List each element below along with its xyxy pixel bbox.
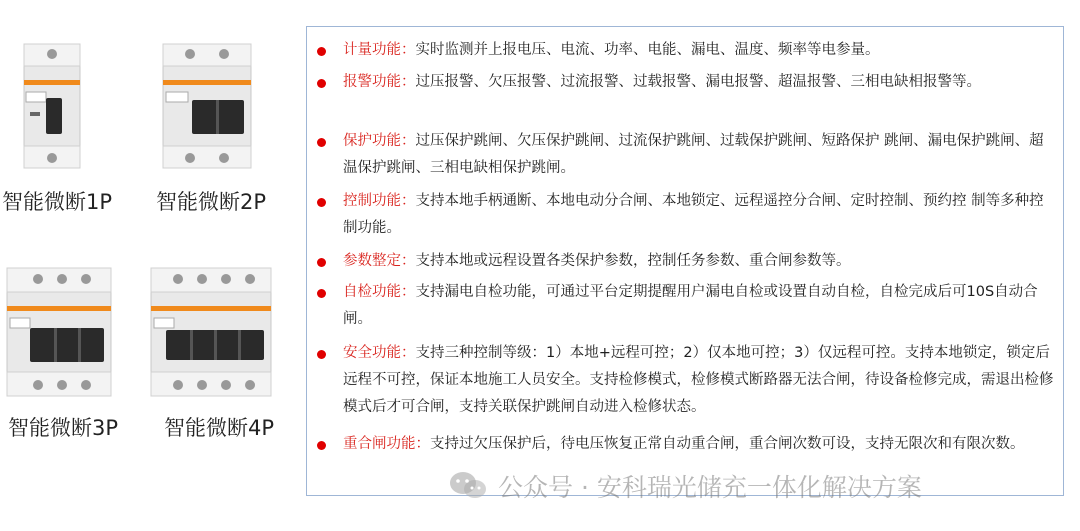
feature-name: 自检功能： — [343, 284, 416, 300]
feature-item-selftest — [343, 279, 1055, 333]
bullet-icon — [317, 289, 326, 298]
feature-name: 重合闸功能： — [343, 436, 430, 452]
product-caption-3p: 智能微断3P — [8, 416, 119, 440]
product-caption-4p: 智能微断4P — [164, 416, 275, 440]
bullet-icon — [317, 47, 326, 56]
feature-item-alarm — [343, 69, 1055, 96]
feature-text: 过压保护跳闸、欠压保护跳闸、过流保护跳闸、过载保护跳闸、短路保护 跳闸、漏电保护跳闸、超温保护跳闸、三相电缺相保护跳闸。 — [343, 133, 1044, 176]
feature-name: 计量功能： — [343, 42, 416, 58]
feature-name: 报警功能： — [343, 74, 416, 90]
feature-item-metering — [343, 37, 1055, 64]
bullet-icon — [317, 441, 326, 450]
breaker-4p-image — [148, 266, 274, 398]
feature-text: 支持漏电自检功能，可通过平台定期提醒用户漏电自检或设置自动自检，自检完成后可10S自动合闸。 — [343, 284, 1038, 327]
wechat-icon — [448, 470, 488, 502]
product-gallery — [0, 0, 300, 531]
bullet-icon — [317, 198, 326, 207]
product-caption-2p: 智能微断2P — [156, 190, 267, 214]
feature-name: 安全功能： — [343, 345, 416, 361]
feature-text: 支持三种控制等级：1）本地+远程可控；2）仅本地可控；3）仅远程可控。支持本地锁定，锁定后远程不可控，保证本地施工人员安全。支持检修模式，检修模式断路器无法合闸，待设备检修完成，需退出检修模式后才可合闸，支持关联保护跳闸自动进入检修状态。 — [343, 345, 1054, 415]
breaker-3p-image — [4, 266, 114, 398]
product-caption-1p: 智能微断1P — [2, 190, 113, 214]
feature-list-panel — [306, 26, 1064, 496]
feature-name: 控制功能： — [343, 193, 416, 209]
feature-text: 支持过欠压保护后，待电压恢复正常自动重合闸，重合闸次数可设，支持无限次和有限次数。 — [430, 436, 1025, 452]
breaker-1p-image — [20, 42, 84, 170]
feature-item-parameter — [343, 248, 1055, 275]
bullet-icon — [317, 258, 326, 267]
bullet-icon — [317, 138, 326, 147]
feature-text: 实时监测并上报电压、电流、功率、电能、漏电、温度、频率等电参量。 — [415, 42, 880, 58]
feature-text: 支持本地或远程设置各类保护参数，控制任务参数、重合闸参数等。 — [415, 253, 851, 269]
watermark — [448, 468, 922, 504]
feature-name: 保护功能： — [343, 133, 416, 149]
bullet-icon — [317, 79, 326, 88]
feature-item-control — [343, 188, 1055, 242]
feature-text: 过压报警、欠压报警、过流报警、过载报警、漏电报警、超温报警、三相电缺相报警等。 — [415, 74, 981, 90]
feature-item-safety — [343, 340, 1055, 421]
feature-name: 参数整定： — [343, 253, 416, 269]
watermark-text: 公众号 · 安科瑞光储充一体化解决方案 — [498, 473, 922, 502]
feature-text: 支持本地手柄通断、本地电动分合闸、本地锁定、远程遥控分合闸、定时控制、预约控 制等多种控制功能。 — [343, 193, 1044, 236]
feature-item-protection — [343, 128, 1055, 182]
feature-item-reclosing — [343, 431, 1055, 458]
breaker-2p-image — [160, 42, 254, 170]
bullet-icon — [317, 350, 326, 359]
